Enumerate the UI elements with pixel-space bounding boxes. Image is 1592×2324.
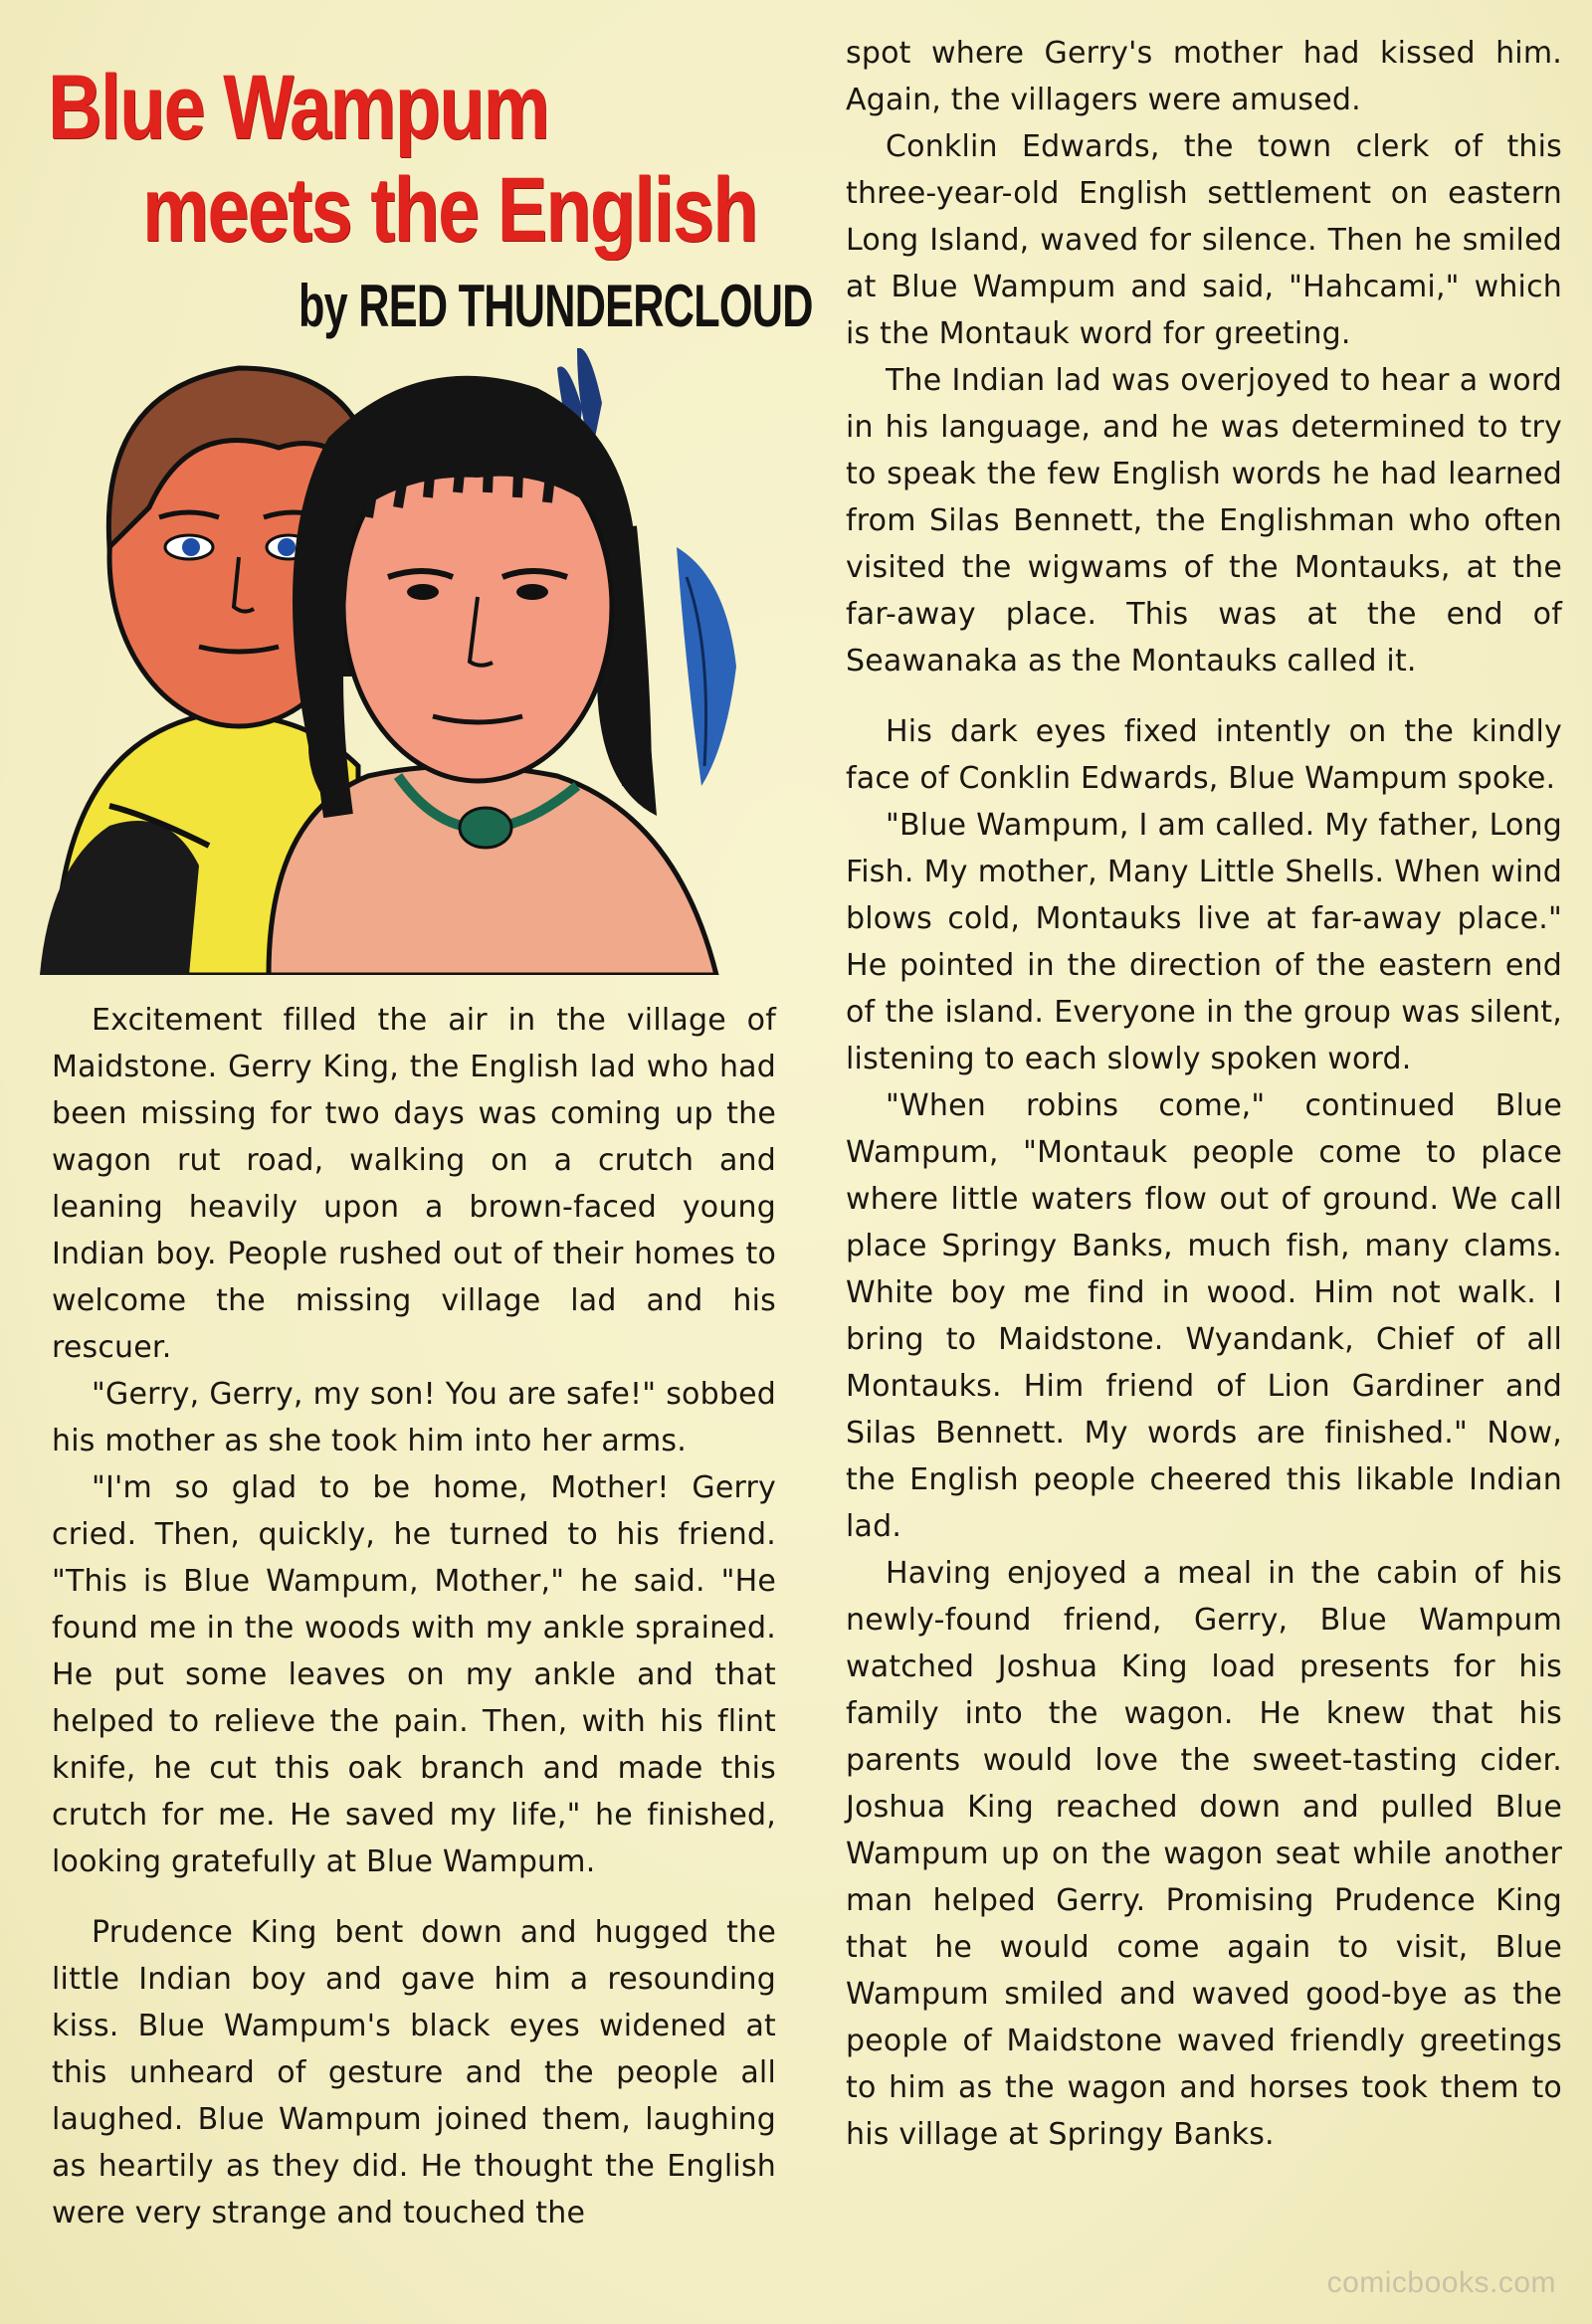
paragraph: "When robins come," continued Blue Wampum, "Montauk people come to place where little waters flow out of ground. We call place Springy Banks, much fish, many clams. White boy me find in wood. Him not walk. I bring to Maidstone. Wyandank, Chief of all Montauks. Him friend of Lion Gardiner and Silas Bennett. My words are finished." Now, the English people cheered this likable Indian lad.: [846, 1088, 1562, 1544]
paragraph: The Indian lad was overjoyed to hear a word in his language, and he was determined to try to speak the few English words he had learned from Silas Bennett, the Englishman who often visited the wigwams of the Montauks, at the far-away place. This was at the end of Seawanaka as the Montauks called it.: [846, 363, 1562, 678]
paragraph: Prudence King bent down and hugged the little Indian boy and gave him a resounding kiss. Blue Wampum's black eyes widened at this unheard of gesture and the people all laughed. Blue Wampum joined them, laughing as heartily as they did. He thought the English were very strange and touched the: [52, 1915, 776, 2230]
paragraph: spot where Gerry's mother had kissed him. Again, the villagers were amused.: [846, 36, 1562, 117]
left-text-block: [52, 997, 776, 2236]
paragraph: "I'm so glad to be home, Mother! Gerry cried. Then, quickly, he turned to his friend. "This is Blue Wampum, Mother," he said. "He found me in the woods with my ankle sprained. He put some leaves on my ankle and that helped to relieve the pain. Then, with his flint knife, he cut this oak branch and made this crutch for me. He saved my life," he finished, looking gratefully at Blue Wampum.: [52, 1470, 776, 1879]
two-boys-portrait-illustration: [40, 348, 776, 975]
article-title-line-2: meets the English: [142, 159, 757, 261]
paragraph: His dark eyes fixed intently on the kindly face of Conklin Edwards, Blue Wampum spoke.: [846, 714, 1562, 796]
paragraph: Conklin Edwards, the town clerk of this three-year-old English settlement on eastern Long Island, waved for silence. Then he smiled at Blue Wampum and said, "Hahcami," which is the Montauk word for greeting.: [846, 129, 1562, 351]
paragraph: "Blue Wampum, I am called. My father, Long Fish. My mother, Many Little Shells. When wind blows cold, Montauks live at far-away place." He pointed in the direction of the eastern end of the island. Everyone in the group was silent, listening to each slowly spoken word.: [846, 808, 1562, 1076]
paragraph: Having enjoyed a meal in the cabin of his newly-found friend, Gerry, Blue Wampum watched Joshua King load presents for his family into the wagon. He knew that his parents would love the sweet-tasting cider. Joshua King reached down and pulled Blue Wampum up on the wagon seat while another man helped Gerry. Promising Prudence King that he would come again to visit, Blue Wampum smiled and waved good-bye as the people of Maidstone waved friendly greetings to him as the wagon and horses took them to his village at Springy Banks.: [846, 1556, 1562, 2152]
site-watermark: comicbooks.com: [1326, 2266, 1556, 2299]
right-text-block: [846, 30, 1562, 2158]
paragraph: "Gerry, Gerry, my son! You are safe!" sobbed his mother as she took him into her arms.: [52, 1377, 776, 1458]
article-byline: by RED THUNDERCLOUD: [298, 273, 813, 339]
article-title-line-1: Blue Wampum: [48, 57, 549, 158]
paragraph: Excitement filled the air in the village of Maidstone. Gerry King, the English lad who had been missing for two days was coming up the wagon rut road, walking on a crutch and leaning heavily upon a brown-faced young Indian boy. People rushed out of their homes to welcome the missing village lad and his rescuer.: [52, 1003, 776, 1365]
